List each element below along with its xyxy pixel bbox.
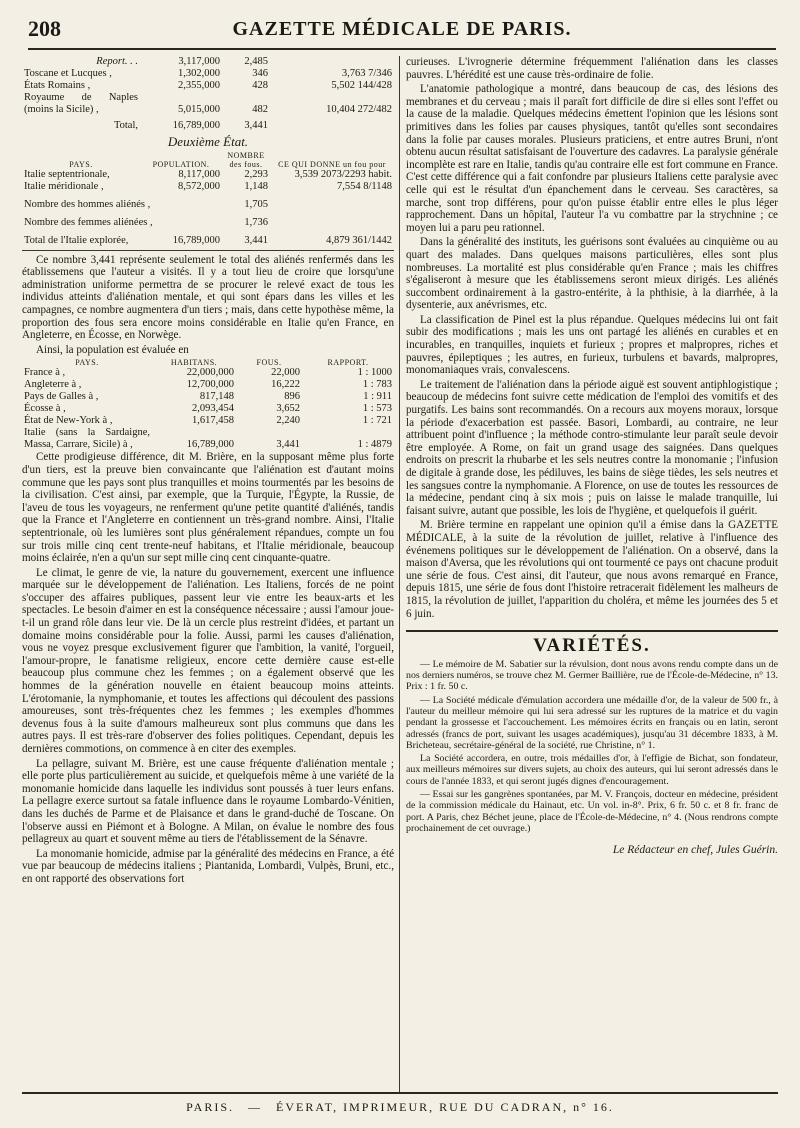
row-population: 3,117,000 [178, 56, 220, 67]
row-population: 2,355,000 [178, 80, 220, 91]
paragraph: Ainsi, la population est évaluée en [36, 343, 189, 356]
row-label: Report. . . [96, 56, 138, 67]
comparison-table [22, 358, 394, 451]
row-label: État de New-York à , [24, 415, 113, 427]
row-population: 8,117,000 [178, 168, 220, 180]
varietes-item: — La Société médicale d'émulation accordera une médaille d'or, de la valeur de 500 fr., à l'auteur du meilleur mémoire qui lui sera adressé sur les ruptures de la matrice et du vagin pendant la grossesse et l'accouchement. Les mémoires écrits en français ou en latin, seront adressés (francs de port, suivant les usages académiques), jusqu'au 31 décembre 1833, à M. Bricheteau, secrétaire-général de la société, rue Christine, n° 1. [406, 694, 778, 751]
table-row [22, 181, 394, 193]
row-label: Italie méridionale , [24, 180, 104, 192]
varietes-item: — Essai sur les gangrènes spontanées, par M. V. François, docteur en médecine, président de la commission médicale du Hainaut, etc. Un vol. in-8°. Prix, 6 fr. 50 c. et 8 fr. franc de port. A Paris, chez Béchet jeune, place de l'École-de-Médecine, n° 4. (Nous rendrons compte prochainement de cet ouvrage.) [406, 788, 778, 834]
row-habitans: 2,093,454 [192, 403, 234, 415]
page-footer [22, 1092, 778, 1115]
row-fous: 2,240 [276, 415, 300, 427]
right-column [406, 56, 778, 857]
masthead-title: GAZETTE MÉDICALE DE PARIS. [232, 18, 572, 40]
header-pays: PAYS. [75, 358, 99, 368]
row-habitans: 16,789,000 [186, 439, 234, 451]
paragraph: La classification de Pinel est la plus répandue. Quelques médecins lui ont fait subir des modifications ; mais les uns ont partagé les aliénés en curables et en incurables, en tranquilles, inquiets et furieux ; propres et malpropres, riches et pauvres, épileptiques ; les autres, en furieux, turbulens et bavards, malpropres, monomaniaques vrais, convalescens. [406, 313, 778, 377]
row-ratio [270, 56, 394, 68]
table-total-row [22, 116, 394, 132]
footer-city: PARIS. [186, 1100, 234, 1114]
header-pays: PAYS. [69, 159, 93, 169]
table-header-row [22, 358, 394, 367]
row-rapport: 1 : 573 [362, 403, 392, 415]
row-fous: 1,148 [244, 180, 268, 192]
row-label: Royaume de Naples (moins la Sicile) , [24, 92, 138, 115]
varietes-item: — Le mémoire de M. Sabatier sur la révulsion, dont nous avons rendu compte dans un de nos derniers numéros, se trouve chez M. Germer Baillière, rue de l'École-de-Médecine, n° 13. Prix : 1 fr. 50 c. [406, 658, 778, 693]
row-fous: 1,705 [244, 198, 268, 210]
row-label: Italie septentrionale, [24, 168, 110, 180]
paragraph: Ce nombre 3,441 représente seulement le total des aliénés renfermés dans les établissemens que l'auteur a visités. Il y a tout lieu de croire que lorsqu'une administration uniforme permettra de se procurer le relevé exact de tous les individus atteints d'aliénation mentale, et qui sont épars dans les villes et les campagnes, ce nombre augmentera d'un tiers ; mais, dans cette hypothèse même, la proportion des fous sera encore moins considérable en Italie qu'en France, en Angleterre, en Écosse, en Norwège. [22, 253, 394, 342]
row-population: 1,302,000 [178, 68, 220, 79]
row-ratio: 10,404 272/482 [326, 104, 392, 115]
paragraph: Dans la généralité des instituts, les guérisons sont évaluées au cinquième ou au quart des malades. Dans quelques maisons particulières, elles sont plus nombreuses. La mortalité est plus considérable qu'en France ; mais les chiffres s'égaliseront à mesure que les établissemens seront mieux dirigés. Les aliénés succombent ordinairement à la gastro-entérite, à la phthisie, à la diarrhée, à la dysenterie, aux anévrismes, etc. [406, 236, 778, 312]
row-fous: 3,652 [276, 403, 300, 415]
total-ratio: 4,879 361/1442 [326, 234, 392, 246]
row-population: 8,572,000 [178, 180, 220, 192]
paragraph: La pellagre, suivant M. Brière, est une cause fréquente d'aliénation mentale ; elle porte plus particulièrement au suicide, et quelquefois même à une variété de la monomanie homicide dans laquelle les individus sont poussés à tuer leurs enfans. La pellagre exerce surtout sa fatale influence dans le royaume Lombardo-Vénitien, dans les duchés de Parme et de Plaisance et dans le grand-duché de Toscane. On l'observe aussi en Piémont et à Bologne. A Milan, on évalue le nombre des fous pellagreux au quart et souvent même au tiers de l'établissement de la Sénavre. [22, 757, 394, 846]
total-population: 16,789,000 [172, 234, 220, 246]
row-label: Toscane et Lucques , [24, 68, 112, 79]
row-label: Nombre des femmes aliénées , [24, 216, 153, 228]
footer-printer: ÉVERAT, IMPRIMEUR, RUE DU CADRAN, n° 16. [276, 1100, 614, 1114]
table-row [22, 80, 394, 92]
table-row [22, 68, 394, 80]
row-label: Écosse à , [24, 403, 66, 415]
row-ratio: 7,554 8/1148 [336, 180, 392, 192]
row-fous: 482 [252, 104, 268, 115]
table-row [22, 391, 394, 403]
second-state-table [22, 151, 394, 247]
divider [22, 250, 394, 251]
left-column [22, 56, 394, 888]
row-label: France à , [24, 367, 66, 379]
total-population: 16,789,000 [172, 120, 220, 131]
paragraph: La monomanie homicide, admise par la généralité des médecins en France, a été vue par beaucoup de médecins italiens ; Piantanida, Lombardi, Vulpès, Bruni, etc., en ont rapporté des observations fort [22, 847, 394, 885]
row-label: Pays de Galles à , [24, 391, 99, 403]
table-row [22, 427, 394, 451]
row-label: États Romains , [24, 80, 91, 91]
row-fous: 346 [252, 68, 268, 79]
row-label: Nombre des hommes aliénés , [24, 198, 151, 210]
row-rapport: 1 : 911 [363, 391, 392, 403]
table-header-row [22, 151, 394, 169]
row-fous: 428 [252, 80, 268, 91]
row-ratio: 3,763 7/346 [341, 68, 392, 79]
table-row [22, 415, 394, 427]
row-fous: 896 [284, 391, 300, 403]
header-ce-qui-donne: CE QUI DONNE un fou pour [278, 159, 386, 169]
row-label: Angleterre à , [24, 379, 82, 391]
row-rapport: 1 : 1000 [357, 367, 392, 379]
row-fous: 2,293 [244, 168, 268, 180]
table-row [22, 56, 394, 68]
row-fous: 22,000 [271, 367, 300, 379]
table-row [22, 92, 394, 116]
row-fous: 3,441 [276, 439, 300, 451]
table-row [22, 367, 394, 379]
row-population: 5,015,000 [178, 104, 220, 115]
table-row [22, 169, 394, 181]
paragraph: curieuses. L'ivrognerie détermine fréquemment l'aliénation dans les classes pauvres. L'hérédité est une cause très-ordinaire de folie. [406, 56, 778, 81]
row-rapport: 1 : 783 [362, 379, 392, 391]
row-habitans: 817,148 [199, 391, 234, 403]
total-fous: 3,441 [244, 120, 268, 131]
paragraph: Le climat, le genre de vie, la nature du gouvernement, exercent une influence marquée sur le développement de l'aliénation. Les Italiens, forcés de ne point s'occuper des affaires publiques, passent leur vie entre les beaux-arts et les spectacles. Le besoin d'aimer en est la conséquence nécessaire ; aussi l'amour joue-t-il un grand rôle dans leur vie. De là un cercle plus restreint d'idées, et partant un domaine moins considérable pour la folie. Aussi, parmi les causes d'aliénation, vous ne voyez presque exclusivement figurer que l'ambition, la vanité, l'orgueil, l'amour-propre, le fanatisme religieux, encore cette dernière cause est-elle beaucoup plus commune chez les femmes ; on a également observé que les hommes de la génération nouvelle en étaient beaucoup moins atteints. L'érotomanie, la nymphomanie, et toutes les affections qui découlent des passions amoureuses, sont très-fréquentes chez les femmes ; les exemples d'hommes devenus fous à la suite d'amours malheureux sont plus communs que dans les autres pays. Il est très-rare d'observer des folies politiques. Cependant, depuis les dernières commotions, on commence à en citer des exemples. [22, 566, 394, 755]
total-label: Total de l'Italie explorée, [24, 234, 129, 246]
row-fous: 16,222 [271, 379, 300, 391]
row-habitans: 1,617,458 [192, 415, 234, 427]
header-fous: FOUS. [256, 358, 282, 368]
paragraph: Le traitement de l'aliénation dans la période aiguë est souvent antiphlogistique ; beaucoup de médecins font suivre cette médication de l'emploi des vomitifs et des purgatifs. Les bains sont recommandés. On a recours aux moyens moraux, lorsque la période d'exacerbation est passée. Basori, Lombardi, au contraire, ne leur attribuent point d'influence ; la méthode contro-stimulante leur paraît seule devoir être employée. A Rome, on fait un grand usage des saignées. Dans quelques endroits on prescrit la rhubarbe et les sels neutres contre la monomanie ; l'infusion de digitale à grande dose, les pédiluves, les bains de siège tièdes, les sels neutres et les sangsues contre la nymphomanie. A Florence, on use de toutes les ressources de la médecine, pendant cinq à six mois ; puis on laisse le malade tranquille, lui faisant suivre, autant que possible, les lois de l'hygiène, et quelquefois il guérit. [406, 378, 778, 517]
table-row [22, 193, 394, 211]
editor-signature: Le Rédacteur en chef, Jules Guérin. [612, 844, 778, 857]
row-rapport: 1 : 4879 [357, 439, 392, 451]
row-fous: 1,736 [244, 216, 268, 228]
total-label: Total, [113, 120, 138, 131]
varietes-title: VARIÉTÉS. [533, 635, 651, 657]
header-rapport: RAPPORT. [327, 358, 369, 368]
varietes-item: La Société accordera, en outre, trois médailles d'or, à l'effigie de Bichat, son fondateur, aux meilleurs mémoires sur divers sujets, au choix des auteurs, qui lui seront adressés dans le cours de l'année 1833, et qui seront jugés dignes d'encouragement. [406, 753, 778, 787]
total-fous: 3,441 [244, 234, 268, 246]
header-habitans: HABITANS. [170, 358, 218, 368]
row-rapport: 1 : 721 [362, 415, 392, 427]
row-habitans: 12,700,000 [186, 379, 234, 391]
table-row [22, 379, 394, 391]
table-row [22, 403, 394, 415]
row-ratio: 5,502 144/428 [331, 80, 392, 91]
paragraph: M. Brière termine en rappelant une opinion qu'il a émise dans la GAZETTE MÉDICALE, à la suite de la révolution de juillet, relative à l'influence des événemens politiques sur le développement de l'aliénation. On a observé, dans la maison d'Aversa, que les révolutions qui ont tourmenté ce pays ont chacune produit une série de fous. C'est ainsi, dit l'auteur, que nous avons remarqué en France, depuis 1815, une série de fous dont l'histoire retracerait fidèlement les malheurs de 1815, la révolution de juillet, l'apparition du choléra, et même les journées des 5 et 6 juin. [406, 519, 778, 620]
row-label: Italie (sans la Sardaigne, Massa, Carrare, Sicile) à , [24, 427, 150, 451]
page-header [28, 14, 776, 50]
paragraph: L'anatomie pathologique a montré, dans beaucoup de cas, des lésions des membranes et du cerveau ; mais il paraît fort difficile de dire si elles sont l'effet ou la cause de la maladie. Quelques médecins émettent l'opinion que les lésions sont primitives dans les folies par causes physiques, tantôt qu'elles sont secondaires dans la folie par causes morales. Plusieurs praticiens, et entre autres Bruni, n'ont obtenu aucun résultat satisfaisant de l'ouverture des cadavres. La paralysie générale incomplète est rare en Italie, tandis qu'au contraire elle est fort commune en France. C'est cette différence qui a fait confondre par plusieurs Italiens cette paralysie avec celle qui est le résultat d'un épanchement dans le cerveau. Ses caractères, sa marche, sont trop différens, pour qu'on puisse établir entre elles le plus léger rapprochement. Dans un hôpital, l'auteur l'a vu combattre par la strychnine ; ce moyen lui a paru peu rationnel. [406, 83, 778, 234]
varietes-section [406, 630, 778, 857]
header-population: POPULATION. [152, 159, 210, 169]
footer-dash: — [248, 1100, 262, 1114]
row-ratio: 3,539 2073/2293 habit. [294, 168, 392, 180]
paragraph: Cette prodigieuse différence, dit M. Brière, en la supposant même plus forte d'un tiers, est la preuve bien convaincante que l'aliénation est d'autant moins commune que les pays sont plus tranquilles et moins tourmentés par les besoins de la civilisation. C'est ainsi, par exemple, que la Turquie, l'Égypte, la Russie, de l'aveu de tous les voyageurs, ne renferment qu'une petite quantité d'aliénés, tandis que la France et l'Angleterre en contiennent un très-grand nombre. Ainsi, l'Italie septentrionale, où les lumières sont plus généralement répandues, compte un fou sur trois mille cinq cent trente-neuf habitans, et l'Italie méridionale, beaucoup moins éclairée, n'en a qu'un sur sept mille cinq cent cinquante-quatre. [22, 451, 394, 565]
first-state-table [22, 56, 394, 132]
page-number: 208 [28, 16, 61, 41]
header-nombre: NOMBRE des fous. [227, 150, 265, 169]
table-total-row [22, 229, 394, 247]
row-habitans: 22,000,000 [186, 367, 234, 379]
second-state-title: Deuxième État. [167, 134, 249, 149]
row-fous: 2,485 [244, 56, 268, 67]
table-row [22, 211, 394, 229]
column-divider [399, 56, 400, 1092]
